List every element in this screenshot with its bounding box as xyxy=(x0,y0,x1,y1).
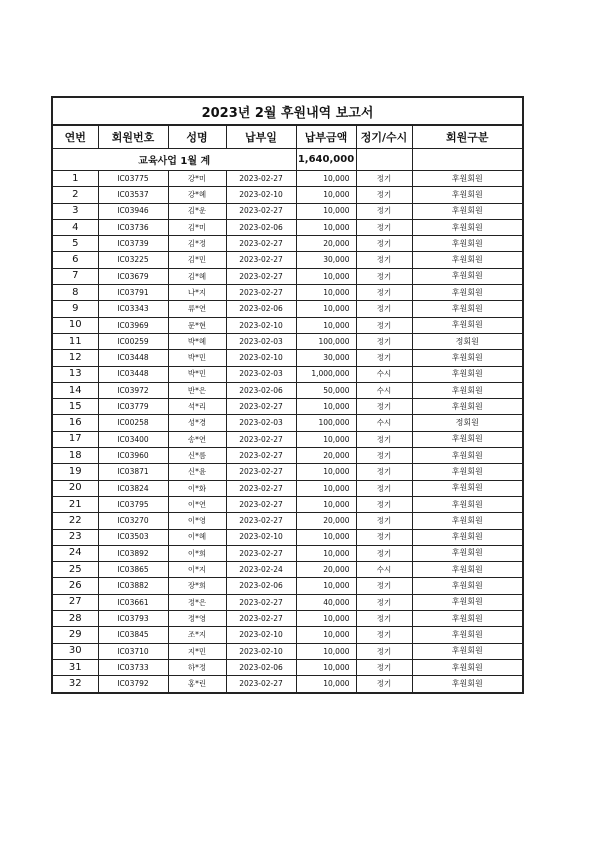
payment-type: 정기 xyxy=(356,676,412,693)
member-class: 후원회원 xyxy=(412,382,523,398)
payment-type: 정기 xyxy=(356,219,412,235)
member-id: IC03865 xyxy=(98,562,168,578)
payment-type: 정기 xyxy=(356,431,412,447)
payment-date: 2023-02-27 xyxy=(226,496,296,512)
payment-type: 정기 xyxy=(356,643,412,659)
member-id: IC00258 xyxy=(98,415,168,431)
member-id: IC03775 xyxy=(98,171,168,187)
member-class: 후원회원 xyxy=(412,187,523,203)
member-id: IC03733 xyxy=(98,659,168,675)
member-id: IC03824 xyxy=(98,480,168,496)
member-name: 신*름 xyxy=(168,448,226,464)
payment-amount: 10,000 xyxy=(296,285,356,301)
header-member-id: 회원번호 xyxy=(98,125,168,149)
row-number: 9 xyxy=(52,301,98,317)
member-class: 후원회원 xyxy=(412,431,523,447)
payment-date: 2023-02-27 xyxy=(226,611,296,627)
payment-amount: 10,000 xyxy=(296,219,356,235)
row-number: 31 xyxy=(52,659,98,675)
payment-date: 2023-02-27 xyxy=(226,480,296,496)
report-title: 2023년 2월 후원내역 보고서 xyxy=(52,97,523,125)
payment-amount: 10,000 xyxy=(296,659,356,675)
member-name: 송*연 xyxy=(168,431,226,447)
payment-amount: 100,000 xyxy=(296,415,356,431)
member-class: 후원회원 xyxy=(412,513,523,529)
payment-date: 2023-02-06 xyxy=(226,301,296,317)
payment-type: 정기 xyxy=(356,529,412,545)
row-number: 21 xyxy=(52,496,98,512)
row-number: 29 xyxy=(52,627,98,643)
payment-type: 정기 xyxy=(356,301,412,317)
row-number: 6 xyxy=(52,252,98,268)
payment-date: 2023-02-24 xyxy=(226,562,296,578)
payment-amount: 10,000 xyxy=(296,643,356,659)
row-number: 8 xyxy=(52,285,98,301)
payment-date: 2023-02-27 xyxy=(226,448,296,464)
payment-amount: 30,000 xyxy=(296,252,356,268)
member-id: IC03448 xyxy=(98,366,168,382)
payment-amount: 10,000 xyxy=(296,496,356,512)
member-class: 후원회원 xyxy=(412,676,523,693)
member-class: 후원회원 xyxy=(412,268,523,284)
header-no: 연번 xyxy=(52,125,98,149)
row-number: 27 xyxy=(52,594,98,610)
payment-amount: 10,000 xyxy=(296,187,356,203)
member-class: 후원회원 xyxy=(412,285,523,301)
row-number: 14 xyxy=(52,382,98,398)
member-name: 이*화 xyxy=(168,480,226,496)
row-number: 19 xyxy=(52,464,98,480)
payment-type: 정기 xyxy=(356,464,412,480)
payment-date: 2023-02-27 xyxy=(226,399,296,415)
payment-type: 정기 xyxy=(356,268,412,284)
payment-type: 정기 xyxy=(356,659,412,675)
subtotal-empty-class xyxy=(412,149,523,171)
row-number: 26 xyxy=(52,578,98,594)
table-row xyxy=(52,529,523,545)
table-row xyxy=(52,333,523,349)
payment-date: 2023-02-27 xyxy=(226,431,296,447)
member-id: IC03845 xyxy=(98,627,168,643)
table-row xyxy=(52,545,523,561)
payment-date: 2023-02-10 xyxy=(226,529,296,545)
subtotal-amount: 1,640,000 xyxy=(296,149,356,171)
member-id: IC03270 xyxy=(98,513,168,529)
member-class: 후원회원 xyxy=(412,317,523,333)
member-name: 장*희 xyxy=(168,578,226,594)
table-row xyxy=(52,171,523,187)
member-id: IC03661 xyxy=(98,594,168,610)
row-number: 16 xyxy=(52,415,98,431)
payment-amount: 10,000 xyxy=(296,399,356,415)
member-class: 후원회원 xyxy=(412,496,523,512)
member-id: IC03793 xyxy=(98,611,168,627)
member-class: 후원회원 xyxy=(412,448,523,464)
table-row xyxy=(52,187,523,203)
member-name: 석*리 xyxy=(168,399,226,415)
member-class: 후원회원 xyxy=(412,643,523,659)
payment-date: 2023-02-10 xyxy=(226,643,296,659)
payment-amount: 20,000 xyxy=(296,448,356,464)
payment-type: 정기 xyxy=(356,513,412,529)
member-id: IC03969 xyxy=(98,317,168,333)
member-name: 문*현 xyxy=(168,317,226,333)
member-class: 후원회원 xyxy=(412,350,523,366)
payment-date: 2023-02-27 xyxy=(226,236,296,252)
member-name: 강*미 xyxy=(168,171,226,187)
member-class: 후원회원 xyxy=(412,464,523,480)
payment-type: 정기 xyxy=(356,285,412,301)
member-name: 하*정 xyxy=(168,659,226,675)
member-class: 후원회원 xyxy=(412,171,523,187)
payment-amount: 1,000,000 xyxy=(296,366,356,382)
member-name: 홍*린 xyxy=(168,676,226,693)
member-name: 김*혜 xyxy=(168,268,226,284)
member-class: 후원회원 xyxy=(412,529,523,545)
row-number: 1 xyxy=(52,171,98,187)
member-name: 박*민 xyxy=(168,366,226,382)
member-name: 이*희 xyxy=(168,545,226,561)
member-name: 김*미 xyxy=(168,219,226,235)
payment-type: 정기 xyxy=(356,187,412,203)
member-id: IC03792 xyxy=(98,676,168,693)
member-id: IC03343 xyxy=(98,301,168,317)
row-number: 5 xyxy=(52,236,98,252)
payment-type: 수시 xyxy=(356,415,412,431)
member-class: 후원회원 xyxy=(412,562,523,578)
payment-date: 2023-02-10 xyxy=(226,187,296,203)
row-number: 25 xyxy=(52,562,98,578)
table-row xyxy=(52,301,523,317)
payment-date: 2023-02-03 xyxy=(226,415,296,431)
member-id: IC03946 xyxy=(98,203,168,219)
payment-type: 수시 xyxy=(356,562,412,578)
member-id: IC03736 xyxy=(98,219,168,235)
subtotal-label: 교육사업 1월 계 xyxy=(52,149,296,171)
payment-type: 정기 xyxy=(356,594,412,610)
payment-amount: 10,000 xyxy=(296,480,356,496)
payment-amount: 20,000 xyxy=(296,236,356,252)
member-id: IC03503 xyxy=(98,529,168,545)
member-class: 정회원 xyxy=(412,415,523,431)
row-number: 7 xyxy=(52,268,98,284)
payment-type: 정기 xyxy=(356,399,412,415)
payment-type: 정기 xyxy=(356,350,412,366)
table-row xyxy=(52,643,523,659)
member-name: 강*혜 xyxy=(168,187,226,203)
table-row xyxy=(52,480,523,496)
payment-date: 2023-02-03 xyxy=(226,366,296,382)
member-class: 후원회원 xyxy=(412,611,523,627)
payment-amount: 20,000 xyxy=(296,513,356,529)
member-name: 지*민 xyxy=(168,643,226,659)
member-id: IC03779 xyxy=(98,399,168,415)
member-class: 후원회원 xyxy=(412,236,523,252)
payment-date: 2023-02-10 xyxy=(226,350,296,366)
payment-date: 2023-02-27 xyxy=(226,513,296,529)
member-id: IC03739 xyxy=(98,236,168,252)
payment-date: 2023-02-27 xyxy=(226,268,296,284)
payment-amount: 30,000 xyxy=(296,350,356,366)
table-row xyxy=(52,578,523,594)
payment-date: 2023-02-27 xyxy=(226,594,296,610)
payment-type: 수시 xyxy=(356,382,412,398)
payment-type: 수시 xyxy=(356,366,412,382)
row-number: 22 xyxy=(52,513,98,529)
payment-amount: 10,000 xyxy=(296,611,356,627)
member-id: IC03892 xyxy=(98,545,168,561)
member-name: 류*연 xyxy=(168,301,226,317)
table-row xyxy=(52,496,523,512)
payment-type: 정기 xyxy=(356,333,412,349)
table-row xyxy=(52,594,523,610)
member-class: 후원회원 xyxy=(412,480,523,496)
table-row xyxy=(52,350,523,366)
payment-date: 2023-02-27 xyxy=(226,171,296,187)
payment-date: 2023-02-27 xyxy=(226,203,296,219)
member-class: 후원회원 xyxy=(412,203,523,219)
donation-rows xyxy=(52,171,523,693)
member-name: 성*경 xyxy=(168,415,226,431)
payment-date: 2023-02-27 xyxy=(226,252,296,268)
member-name: 이*혜 xyxy=(168,529,226,545)
member-id: IC03960 xyxy=(98,448,168,464)
payment-amount: 10,000 xyxy=(296,464,356,480)
member-id: IC03871 xyxy=(98,464,168,480)
table-row xyxy=(52,611,523,627)
payment-amount: 10,000 xyxy=(296,529,356,545)
table-row xyxy=(52,203,523,219)
row-number: 30 xyxy=(52,643,98,659)
row-number: 15 xyxy=(52,399,98,415)
member-name: 정*은 xyxy=(168,594,226,610)
table-row xyxy=(52,659,523,675)
table-row xyxy=(52,317,523,333)
table-row xyxy=(52,382,523,398)
row-number: 12 xyxy=(52,350,98,366)
member-class: 후원회원 xyxy=(412,659,523,675)
row-number: 2 xyxy=(52,187,98,203)
payment-amount: 10,000 xyxy=(296,545,356,561)
row-number: 17 xyxy=(52,431,98,447)
report-sheet xyxy=(51,96,522,694)
member-id: IC00259 xyxy=(98,333,168,349)
member-class: 후원회원 xyxy=(412,594,523,610)
row-number: 24 xyxy=(52,545,98,561)
subtotal-empty-type xyxy=(356,149,412,171)
row-number: 32 xyxy=(52,676,98,693)
member-id: IC03795 xyxy=(98,496,168,512)
row-number: 10 xyxy=(52,317,98,333)
payment-date: 2023-02-27 xyxy=(226,464,296,480)
member-class: 정회원 xyxy=(412,333,523,349)
payment-amount: 10,000 xyxy=(296,268,356,284)
member-id: IC03448 xyxy=(98,350,168,366)
payment-type: 정기 xyxy=(356,317,412,333)
row-number: 3 xyxy=(52,203,98,219)
member-class: 후원회원 xyxy=(412,219,523,235)
header-row xyxy=(52,125,523,149)
member-class: 후원회원 xyxy=(412,545,523,561)
member-class: 후원회원 xyxy=(412,627,523,643)
payment-date: 2023-02-27 xyxy=(226,545,296,561)
member-class: 후원회원 xyxy=(412,366,523,382)
header-date: 납부일 xyxy=(226,125,296,149)
row-number: 28 xyxy=(52,611,98,627)
payment-type: 정기 xyxy=(356,627,412,643)
payment-date: 2023-02-06 xyxy=(226,659,296,675)
member-name: 조*지 xyxy=(168,627,226,643)
table-row xyxy=(52,448,523,464)
table-row xyxy=(52,464,523,480)
member-name: 정*영 xyxy=(168,611,226,627)
payment-amount: 50,000 xyxy=(296,382,356,398)
payment-amount: 10,000 xyxy=(296,676,356,693)
header-amount: 납부금액 xyxy=(296,125,356,149)
member-class: 후원회원 xyxy=(412,399,523,415)
member-name: 나*지 xyxy=(168,285,226,301)
row-number: 4 xyxy=(52,219,98,235)
table-row xyxy=(52,513,523,529)
payment-date: 2023-02-27 xyxy=(226,676,296,693)
payment-amount: 10,000 xyxy=(296,431,356,447)
table-row xyxy=(52,236,523,252)
payment-amount: 10,000 xyxy=(296,578,356,594)
payment-amount: 10,000 xyxy=(296,627,356,643)
table-row xyxy=(52,252,523,268)
member-name: 김*민 xyxy=(168,252,226,268)
table-row xyxy=(52,268,523,284)
payment-type: 정기 xyxy=(356,545,412,561)
member-class: 후원회원 xyxy=(412,578,523,594)
payment-amount: 10,000 xyxy=(296,203,356,219)
payment-date: 2023-02-06 xyxy=(226,219,296,235)
member-name: 김*정 xyxy=(168,236,226,252)
payment-type: 정기 xyxy=(356,496,412,512)
table-row xyxy=(52,562,523,578)
table-row xyxy=(52,431,523,447)
member-id: IC03710 xyxy=(98,643,168,659)
member-name: 반*은 xyxy=(168,382,226,398)
member-id: IC03400 xyxy=(98,431,168,447)
table-row xyxy=(52,676,523,693)
payment-date: 2023-02-27 xyxy=(226,285,296,301)
payment-amount: 20,000 xyxy=(296,562,356,578)
table-row xyxy=(52,627,523,643)
header-name: 성명 xyxy=(168,125,226,149)
table-row xyxy=(52,399,523,415)
member-id: IC03882 xyxy=(98,578,168,594)
member-name: 박*민 xyxy=(168,350,226,366)
payment-date: 2023-02-10 xyxy=(226,317,296,333)
row-number: 11 xyxy=(52,333,98,349)
payment-date: 2023-02-06 xyxy=(226,578,296,594)
row-number: 13 xyxy=(52,366,98,382)
payment-type: 정기 xyxy=(356,448,412,464)
payment-date: 2023-02-10 xyxy=(226,627,296,643)
subtotal-row xyxy=(52,149,523,171)
payment-date: 2023-02-06 xyxy=(226,382,296,398)
payment-type: 정기 xyxy=(356,171,412,187)
payment-amount: 40,000 xyxy=(296,594,356,610)
member-name: 박*혜 xyxy=(168,333,226,349)
payment-amount: 10,000 xyxy=(296,171,356,187)
donation-report-table xyxy=(51,96,524,694)
row-number: 23 xyxy=(52,529,98,545)
member-name: 김*운 xyxy=(168,203,226,219)
row-number: 18 xyxy=(52,448,98,464)
table-row xyxy=(52,415,523,431)
payment-amount: 10,000 xyxy=(296,317,356,333)
member-id: IC03225 xyxy=(98,252,168,268)
member-id: IC03791 xyxy=(98,285,168,301)
member-id: IC03537 xyxy=(98,187,168,203)
table-row xyxy=(52,219,523,235)
member-name: 신*윤 xyxy=(168,464,226,480)
header-class: 회원구분 xyxy=(412,125,523,149)
member-name: 이*연 xyxy=(168,496,226,512)
row-number: 20 xyxy=(52,480,98,496)
payment-type: 정기 xyxy=(356,611,412,627)
member-id: IC03679 xyxy=(98,268,168,284)
member-class: 후원회원 xyxy=(412,252,523,268)
payment-type: 정기 xyxy=(356,480,412,496)
payment-amount: 100,000 xyxy=(296,333,356,349)
member-class: 후원회원 xyxy=(412,301,523,317)
payment-type: 정기 xyxy=(356,203,412,219)
payment-type: 정기 xyxy=(356,578,412,594)
header-type: 정기/수시 xyxy=(356,125,412,149)
payment-type: 정기 xyxy=(356,252,412,268)
member-id: IC03972 xyxy=(98,382,168,398)
payment-type: 정기 xyxy=(356,236,412,252)
payment-date: 2023-02-03 xyxy=(226,333,296,349)
payment-amount: 10,000 xyxy=(296,301,356,317)
member-name: 이*영 xyxy=(168,513,226,529)
table-row xyxy=(52,285,523,301)
table-row xyxy=(52,366,523,382)
member-name: 이*지 xyxy=(168,562,226,578)
